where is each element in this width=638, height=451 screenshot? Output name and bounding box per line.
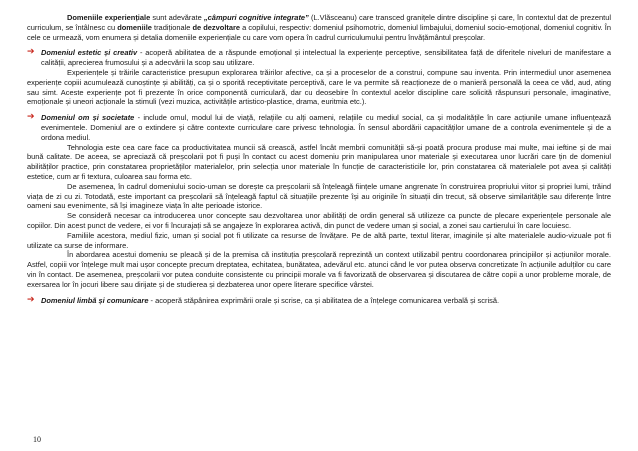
intro-text-4: a copilului, respectiv: domeniul psihomotric, domeniul limbajului, domeniul socio-emoțional, domeniul cognitiv. În cele ce urmează, vom enumera și detalia domeniile experiențiale cu care vom opera în cadrul curriculumului pentru învățământul preșcolar. <box>27 22 611 42</box>
estetic-desc: - acoperă abilitatea de a răspunde emoțional și intelectual la experiențe perceptive, sensibilitatea față de diferitele niveluri de manifestare a calității, aprecierea frumosului și a adecvării la scop sau utilizare. <box>41 48 611 68</box>
societate-paragraph-2: De asemenea, în cadrul domeniului socio-uman se dorește ca preșcolarii să înțeleagă ființele umane angrenate în construirea propriului viitor și propriei lumi, trăind viața de zi cu zi. Totodată, este important ca preșcolarii să înțeleagă faptul că situațiile prezente își au originile în situații din trecut, să observe similaritățile sau diferențe între oameni sau evenimente, să își imagineze viața în alte perioade istorice. <box>27 181 611 211</box>
limba-title: Domeniul limbă și comunicare <box>41 295 149 305</box>
limba-desc: - acoperă stăpânirea exprimării orale și scrise, ca și abilitatea de a înțelege comunicarea verbală și scrisă. <box>148 295 500 305</box>
societate-paragraph-3: Se consideră necesar ca introducerea unor concepte sau dezvoltarea unor abilități de ordin general să utilizeze ca puncte de plecare experiențele personale ale copiilor. Din acest punct de vedere, ei vor fi încurajați să se angajeze în explorarea activă, din punct de vedere uman și social, a zonei sau cartierului în care locuiesc. <box>27 211 611 230</box>
intro-paragraph <box>27 13 611 42</box>
section-societate-heading <box>27 113 611 142</box>
societate-title: Domeniul om și societate <box>41 113 135 123</box>
estetic-paragraph-1: Experiențele și trăirile caracteristice presupun explorarea trăirilor afective, ca și a proceselor de a construi, compune sau inventa. Prin intermediul unor asemenea experiențe copiii acumulează cunoștințe și abilități, ca și o sporită receptivitate perceptivă, care le va permite să reacționeze de o manieră personală la ceea ce văd, aud, ating sau simt. Aceste experiențe pot fi prezente în orice componentă curriculară, dar cu deosebire în contextul acelor discipline care solicită răspunsuri personale, imaginative, emoționale și uneori acționale la stimuli (vezi muzica, activitățile artistico-plastice, drama, euritmia etc.). <box>27 67 611 107</box>
estetic-title: Domeniul estetic și creativ <box>41 48 138 58</box>
page-content <box>27 13 611 305</box>
intro-text-2: (L.Vlăsceanu) care transced granițele dintre discipline și care, în contextul dat de prezentul curriculum, se întâlnesc cu <box>27 13 612 32</box>
section-limba-heading <box>27 296 611 306</box>
arrow-bullet-icon: ➔ <box>27 112 35 123</box>
intro-text-1: sunt adevărate <box>150 13 204 22</box>
societate-desc: - include omul, modul lui de viață, relațiile cu alți oameni, relațiile cu mediul social, ca și modalitățile în care acțiunile umane influențează evenimentele. Domeniul are o extindere și către contexte curriculare care privesc tehnologia. În sensul abordării capacităților umane de a controla evenimentele și de a ordona mediul. <box>41 113 611 142</box>
intro-term: Domeniile experiențiale <box>67 13 151 22</box>
intro-bold-1: domeniile <box>117 22 152 32</box>
section-estetic-heading <box>27 48 611 68</box>
societate-paragraph-4: Familiile acestora, mediul fizic, uman și social pot fi utilizate ca resurse de învățare. Pe de altă parte, textul literar, imaginile și alte materialele audio-vizuale pot fi utilizate ca surse de informare. <box>27 230 611 250</box>
page-number: 10 <box>33 435 41 444</box>
intro-text-3: tradiționale <box>151 22 193 32</box>
intro-quote: „câmpuri cognitive integrate” <box>203 13 309 22</box>
societate-paragraph-5: În abordarea acestui domeniu se pleacă și de la premisa că instituția preșcolară reprezintă un context utilizabil pentru coordonarea principiilor și acțiunilor morale. Astfel, copiii vor înțelege mult mai ușor concepte precum dreptatea, echitatea, bunătatea, adevărul etc. atunci când le vor putea observa concretizate în acțiunile adulților cu care vin în contact. De asemenea, preșcolarii vor putea conduite consistente cu principii morale va fi favorizată de observarea și discutarea de către copii a unor probleme morale, de exersarea lor în jocuri libere sau dirijate și de studierea și dezbaterea unor opere literare specifice vârstei. <box>27 250 611 289</box>
arrow-bullet-icon: ➔ <box>27 47 35 58</box>
arrow-bullet-icon: ➔ <box>27 294 35 305</box>
intro-bold-2: de dezvoltare <box>192 22 241 32</box>
societate-paragraph-1: Tehnologia este cea care face ca productivitatea muncii să crească, astfel încât membrii comunității să-și poată procura produse mai multe, mai ieftine și de mai bună calitate. De aceea, se apreciază că preșcolarii pot fi puși în contact cu acest domeniu prin manipularea unor materiale și executarea unor lucrări care țin de domeniul abilităților practice, prin constatarea proprietăților materialelor, prin selecția unor materiale în funcție de caracteristicile lor, prin constatarea că materialele pot avea și calități estetice, cum ar fi textura, culoarea sau forma etc. <box>27 142 611 181</box>
